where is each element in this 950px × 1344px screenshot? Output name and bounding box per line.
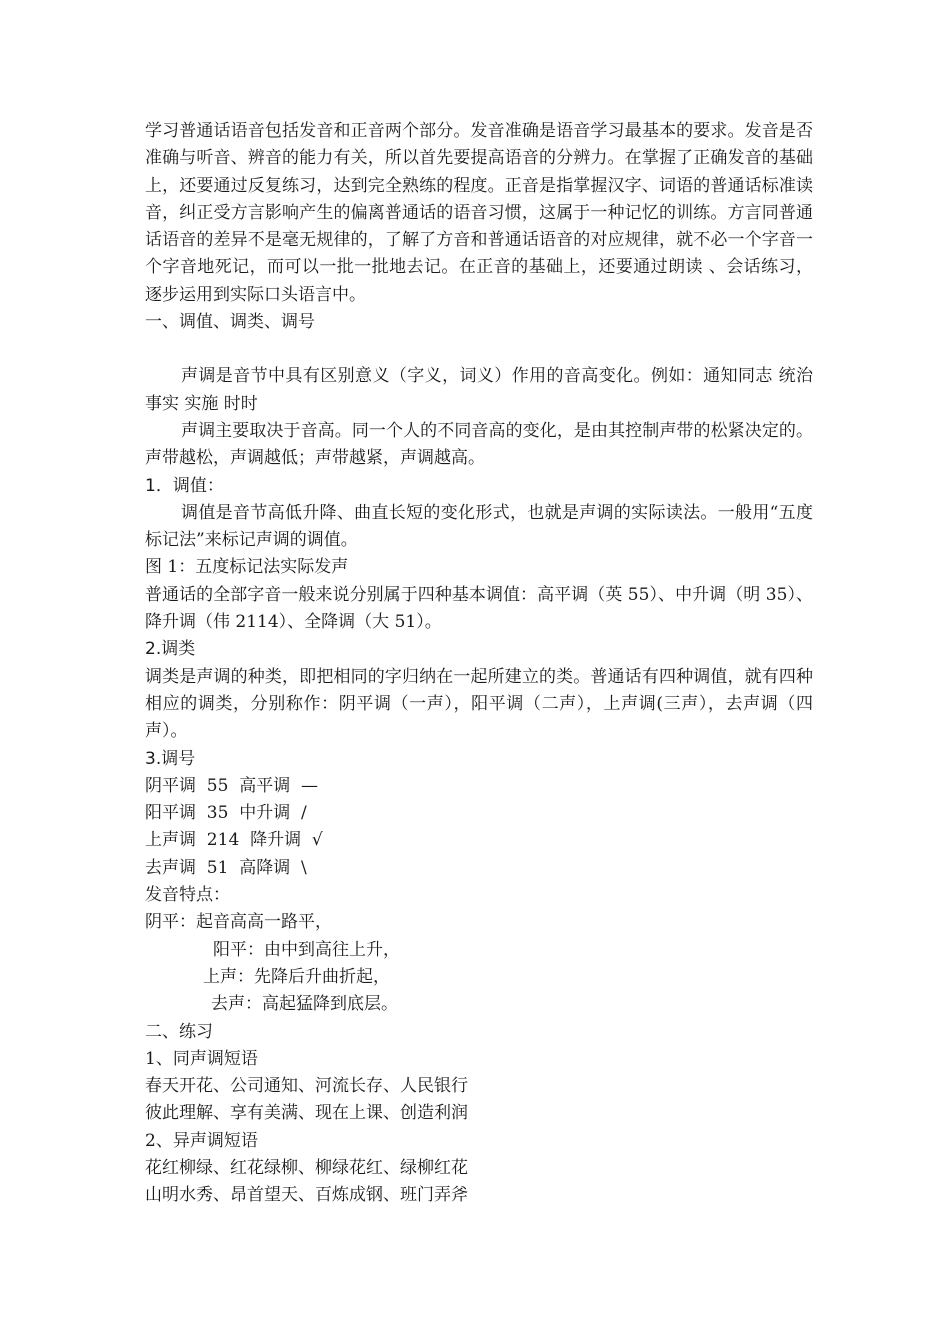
tone-mark-row: 阴平调 55 高平调 —: [145, 775, 319, 796]
feature-yinping: 阴平：起音高高一路平，: [145, 912, 332, 933]
subheading-same-tone: 1、同声调短语: [145, 1048, 258, 1069]
intro-paragraph: 学习普通话语音包括发音和正音两个部分。发音准确是语音学习最基本的要求。发音是否准确与听音、辨音的能力有关，所以首先要提高语音的分辨力。在掌握了正确发音的基础上，还要通过反复练习，达到完全熟练的程度。正音是指掌握汉字、词语的普通话标准读音，纠正受方言影响产生的偏离普通话的语音习惯，这属于一种记忆的训练。方言同普通话语音的差异不是毫无规律的，了解了方音和普通话语音的对应规律，就不必一个字音一个字音地死记，而可以一批一批地去记。在正音的基础上，还要通过朗读 、会话练习，逐步运用到实际口头语言中。: [145, 121, 813, 305]
subheading-tone-category: 2.调类: [145, 639, 196, 660]
tone-mark-row: 阳平调 35 中升调 /: [145, 803, 307, 824]
subheading-tone-mark: 3.调号: [145, 748, 196, 769]
feature-qusheng: 去声：高起猛降到底层。: [211, 994, 398, 1015]
feature-shangsheng: 上声：先降后升曲折起，: [203, 966, 390, 987]
subheading-different-tone: 2、异声调短语: [145, 1130, 258, 1151]
section-heading-practice: 二、练习: [145, 1021, 213, 1042]
tone-category-paragraph: 调类是声调的种类，即把相同的字归纳在一起所建立的类。普通话有四种调值，就有四种相应的调类，分别称作：阴平调（一声），阳平调（二声），上声调(三声），去声调（四声）。: [145, 666, 813, 742]
section-heading-tone: 一、调值、调类、调号: [145, 312, 315, 333]
tone-definition-paragraph: 声调是音节中具有区别意义（字义，词义）作用的音高变化。例如：通知同志 统治 事实 实施 时时: [145, 366, 813, 414]
tone-pitch-paragraph: 声调主要取决于音高。同一个人的不同音高的变化，是由其控制声带的松紧决定的。声带越松，声调越低；声带越紧，声调越高。: [145, 420, 813, 469]
blank-line: [145, 336, 813, 363]
same-tone-line: 春天开花、公司通知、河流长存、人民银行: [145, 1076, 468, 1097]
features-heading: 发音特点：: [145, 885, 230, 906]
tone-mark-row: 上声调 214 降升调 √: [145, 830, 323, 851]
subheading-tone-value: 1．调值：: [145, 475, 224, 496]
four-tones-paragraph: 普通话的全部字音一般来说分别属于四种基本调值：高平调（英 55）、中升调（明 35）、降升调（伟 2114）、全降调（大 51）。: [145, 584, 813, 633]
different-tone-line: 山明水秀、昂首望天、百炼成钢、班门弄斧: [145, 1185, 468, 1206]
figure-caption: 图 1：五度标记法实际发声: [145, 557, 349, 578]
feature-yangping: 阳平：由中到高往上升，: [213, 939, 400, 960]
tone-mark-row: 去声调 51 高降调 \: [145, 857, 307, 878]
tone-value-paragraph: 调值是音节高低升降、曲直长短的变化形式，也就是声调的实际读法。一般用“五度标记法”来标记声调的调值。: [145, 502, 813, 551]
document-body: [145, 118, 813, 1210]
different-tone-line: 花红柳绿、红花绿柳、柳绿花红、绿柳红花: [145, 1157, 468, 1178]
same-tone-line: 彼此理解、享有美满、现在上课、创造利润: [145, 1103, 468, 1124]
